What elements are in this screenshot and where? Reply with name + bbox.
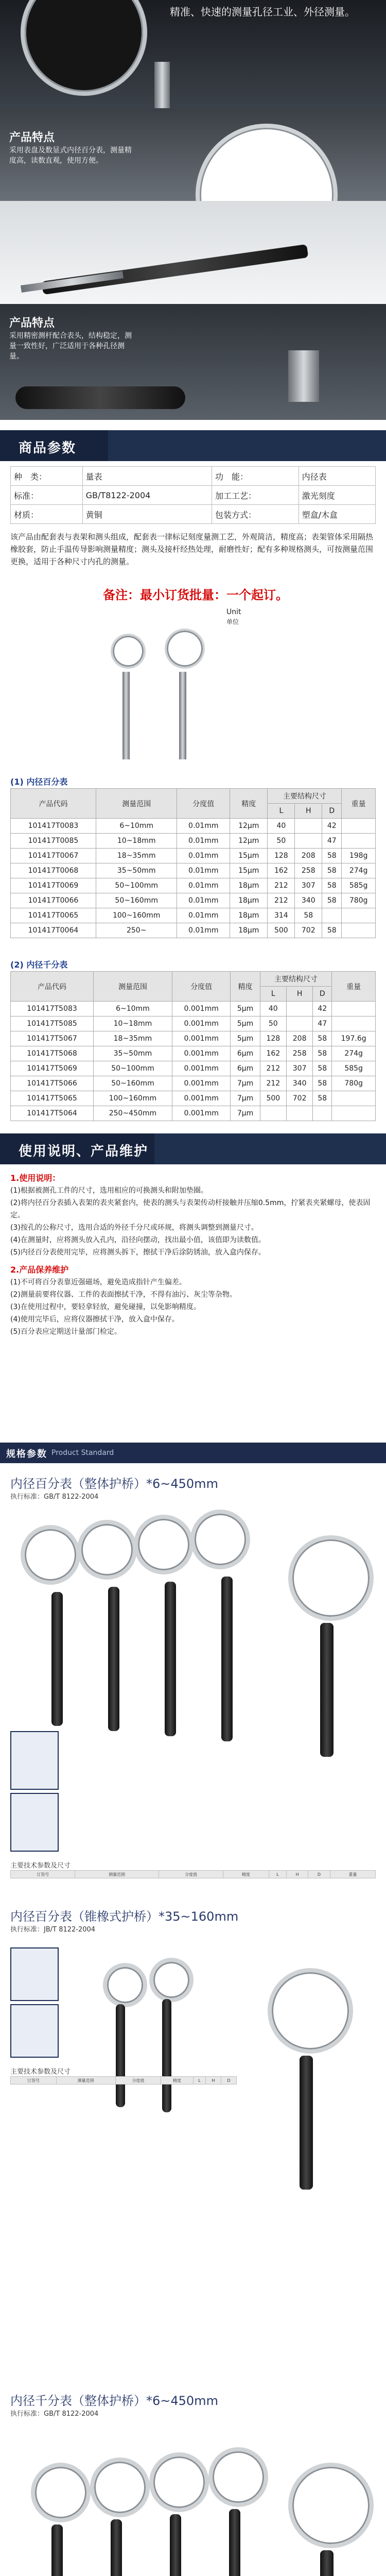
- col-header: 产品代码: [11, 789, 96, 819]
- mini-col: 分度值: [115, 2077, 161, 2084]
- table-cell: 0.01mm: [177, 893, 230, 908]
- table-cell: 7μm: [231, 1106, 260, 1121]
- table-cell: 0.01mm: [177, 908, 230, 923]
- product-2-detail-box: [10, 2004, 59, 2058]
- table-cell: [342, 908, 376, 923]
- feature-block-1: [0, 108, 386, 201]
- feature-title-1: 产品特点: [9, 131, 55, 144]
- standard-section-en: Product Standard: [51, 1449, 114, 1457]
- table-cell: 340: [286, 1076, 312, 1091]
- table-cell: 5μm: [231, 1031, 260, 1046]
- table-row: [11, 1061, 376, 1076]
- product-1-table: [10, 1870, 376, 1878]
- table-cell: 50~100mm: [96, 878, 177, 893]
- product-spec-3: [0, 2385, 386, 2576]
- table-row: [11, 1002, 376, 1016]
- table-cell: 58: [295, 908, 322, 923]
- product-2-gauge-a: [103, 1963, 147, 2007]
- table-row: [11, 878, 376, 893]
- table-cell: 212: [260, 1061, 286, 1076]
- probe-head-image: [288, 350, 319, 402]
- table-cell: 198g: [342, 849, 376, 863]
- product-3-title: 内径千分表（整体护桥）*6~450mm: [10, 2394, 218, 2408]
- spec-label: 种 类：: [11, 467, 83, 486]
- table2: [10, 971, 376, 1121]
- table-cell: 0.01mm: [177, 923, 230, 938]
- table-cell: 10~18mm: [94, 1016, 172, 1031]
- diagram-rod-2: [179, 672, 186, 759]
- table-cell: [332, 1091, 376, 1106]
- table-cell: 101417T5069: [11, 1061, 94, 1076]
- product-1-handle: [221, 1577, 233, 1741]
- table-cell: 258: [286, 1046, 312, 1061]
- usage-item: (5)内径百分表使用完毕，应将测头拆下，擦拭干净后涂防锈油，放入盒内保存。: [10, 1248, 266, 1257]
- table-cell: 12μm: [230, 819, 268, 834]
- table-row: [11, 834, 376, 849]
- diagram-gauge-2: [165, 629, 205, 669]
- table-cell: [342, 834, 376, 849]
- table-cell: [286, 1002, 312, 1016]
- col-header: 精度: [231, 972, 260, 1002]
- standard-section-title: 规格参数: [6, 1449, 47, 1460]
- product-1-table-label: 主要技术参数及尺寸: [10, 1862, 71, 1870]
- table-cell: 6μm: [231, 1061, 260, 1076]
- spec-label: 包装方式：: [212, 505, 299, 524]
- table-cell: 15μm: [230, 849, 268, 863]
- feature-desc-1: 采用表盘及数显式内径百分表，测量精度高，读数直观，使用方便。: [9, 146, 132, 165]
- table-cell: 6μm: [231, 1046, 260, 1061]
- usage-section: [10, 1172, 376, 1338]
- col-header: 分度值: [177, 789, 230, 819]
- table-cell: 47: [322, 834, 342, 849]
- table-cell: 702: [286, 1091, 312, 1106]
- table-cell: 42: [322, 819, 342, 834]
- col-subheader: H: [295, 804, 322, 819]
- feature-block-2: [0, 201, 386, 304]
- table-cell: 0.01mm: [177, 834, 230, 849]
- table-cell: 702: [295, 923, 322, 938]
- product-1-gauge-a: [21, 1525, 80, 1585]
- feature-desc-3: 采用精密测杆配合表头，结构稳定，测量一致性好，广泛适用于各种孔径测量。: [9, 332, 132, 361]
- table2-title: (2) 内径千分表: [10, 960, 68, 970]
- product-3-gauge-e: [288, 2463, 374, 2548]
- product-2-standard: 执行标准：JB/T 8122-2004: [10, 1926, 96, 1934]
- col-subheader: D: [313, 987, 332, 1002]
- spec-label: 标准：: [11, 486, 83, 505]
- table-cell: 212: [260, 1076, 286, 1091]
- spec-table: [10, 466, 376, 524]
- table-cell: 6~10mm: [94, 1002, 172, 1016]
- col-header: 测量范围: [96, 789, 177, 819]
- product-1-standard: 执行标准：GB/T 8122-2004: [10, 1493, 99, 1501]
- table-cell: 10~18mm: [96, 834, 177, 849]
- table-cell: 500: [260, 1091, 286, 1106]
- usage-heading: 1.使用说明：: [10, 1173, 61, 1183]
- col-header: 产品代码: [11, 972, 94, 1002]
- table-cell: 340: [295, 893, 322, 908]
- mini-col: 订货号: [11, 1871, 75, 1878]
- table-cell: 50~100mm: [94, 1061, 172, 1076]
- product-2-handle: [162, 1999, 171, 2112]
- spec-row: [11, 486, 376, 505]
- usage-item: (1)根据被测孔工件的尺寸，选用相应的可换测头和附加垫圈。: [10, 1187, 208, 1195]
- table-cell: 212: [268, 893, 295, 908]
- product-spec-1: [0, 1468, 386, 1896]
- table-cell: 100~160mm: [96, 908, 177, 923]
- table-row: [11, 1016, 376, 1031]
- table-cell: 101417T0065: [11, 908, 96, 923]
- table-cell: 18μm: [230, 908, 268, 923]
- product-3-gauge-c: [149, 2452, 209, 2512]
- table-cell: 258: [295, 863, 322, 878]
- diagram-rod-1: [122, 672, 130, 759]
- product-3-handle: [170, 2514, 181, 2576]
- table-row: [11, 819, 376, 834]
- table-cell: 58: [322, 849, 342, 863]
- product-1-title: 内径百分表（整体护桥）*6~450mm: [10, 1477, 218, 1491]
- table-cell: 101417T5066: [11, 1076, 94, 1091]
- table-cell: 208: [295, 849, 322, 863]
- table-cell: 101417T0066: [11, 893, 96, 908]
- spec-label: 功 能：: [212, 467, 299, 486]
- table-cell: 100~160mm: [94, 1091, 172, 1106]
- product-3-standard: 执行标准：GB/T 8122-2004: [10, 2410, 99, 2418]
- table1-title: (1) 内径百分表: [10, 777, 68, 787]
- table-cell: 58: [313, 1046, 332, 1061]
- table-cell: 40: [268, 819, 295, 834]
- table-cell: 12μm: [230, 834, 268, 849]
- maintenance-item: (1)不可将百分表靠近强磁场，避免造成指针产生偏差。: [10, 1278, 186, 1286]
- feature-text-1: 精准、快速的测量孔径工业、外径测量。: [170, 6, 355, 18]
- product-intro: 该产品由配套表与表架和测头组成，配套表一律标记刻度量测工艺，外观简洁，精度高；表架管体采用隔热橡胶套，防止手温传导影响测量精度；测头及接杆经热处理，耐磨性好；配有多种规格测头，可按测量范围更换，适用于各种尺寸内孔的测量。: [10, 532, 374, 566]
- mini-header-row: [11, 1871, 376, 1878]
- table-cell: 58: [313, 1091, 332, 1106]
- spec-value: 内径表: [299, 467, 375, 486]
- table-cell: 101417T0064: [11, 923, 96, 938]
- usage-header-bar: [0, 1133, 386, 1164]
- mini-header-row: [11, 2077, 237, 2084]
- product-2-gauge-b: [149, 1958, 194, 2002]
- col-header: 分度值: [172, 972, 231, 1002]
- table-row: [11, 923, 376, 938]
- col-header: 测量范围: [94, 972, 172, 1002]
- mini-col: 精度: [161, 2077, 193, 2084]
- table-cell: 58: [322, 878, 342, 893]
- table-cell: 58: [322, 923, 342, 938]
- table-cell: 101417T0069: [11, 878, 96, 893]
- table-header-row: [11, 972, 376, 987]
- unit-value: 单位: [226, 618, 239, 625]
- params-section-title: 商品参数: [19, 440, 77, 456]
- product-1-gauge-d: [190, 1510, 250, 1569]
- table-cell: [332, 1106, 376, 1121]
- product-2-detail-box: [10, 1947, 59, 2001]
- maintenance-item: (3)在使用过程中，要轻拿轻放，避免碰撞，以免影响精度。: [10, 1303, 201, 1311]
- table-cell: 18μm: [230, 893, 268, 908]
- table-cell: [332, 1002, 376, 1016]
- table-cell: 208: [286, 1031, 312, 1046]
- table-cell: [342, 923, 376, 938]
- table-row: [11, 1091, 376, 1106]
- table-cell: 307: [286, 1061, 312, 1076]
- mini-col: H: [206, 2077, 221, 2084]
- table-cell: 314: [268, 908, 295, 923]
- spec-row: [11, 467, 376, 486]
- table-cell: 0.001mm: [172, 1016, 231, 1031]
- col-header: 主要结构尺寸: [268, 789, 342, 804]
- table-cell: 162: [268, 863, 295, 878]
- mini-col: 测量范围: [75, 1871, 159, 1878]
- col-header: 重量: [332, 972, 376, 1002]
- table-cell: 50: [260, 1016, 286, 1031]
- col-header: 重量: [342, 789, 376, 819]
- table-cell: 101417T5085: [11, 1016, 94, 1031]
- dial-gauge-image: [21, 0, 147, 96]
- product-3-handle: [51, 2524, 63, 2576]
- table-cell: 101417T0085: [11, 834, 96, 849]
- product-1-handle: [108, 1587, 119, 1731]
- table-cell: 18~35mm: [96, 849, 177, 863]
- gauge-stem-image: [154, 62, 170, 108]
- product-1-handle: [165, 1582, 176, 1736]
- table-cell: 780g: [342, 893, 376, 908]
- table-cell: 50~160mm: [96, 893, 177, 908]
- table-cell: 6~10mm: [96, 819, 177, 834]
- table-cell: 500: [268, 923, 295, 938]
- mini-col: 测量范围: [56, 2077, 115, 2084]
- table-row: [11, 849, 376, 863]
- table-cell: 42: [313, 1002, 332, 1016]
- col-subheader: L: [268, 804, 295, 819]
- usage-section-title: 使用说明、产品维护: [19, 1144, 149, 1159]
- mini-col: L: [193, 2077, 206, 2084]
- table-row: [11, 893, 376, 908]
- spec-value: GB/T8122-2004: [82, 486, 212, 505]
- table-cell: [342, 819, 376, 834]
- table-cell: 101417T5068: [11, 1046, 94, 1061]
- mini-col: D: [308, 1871, 330, 1878]
- spec-value: 量表: [82, 467, 212, 486]
- mini-col: L: [269, 1871, 287, 1878]
- table-cell: 101417T5083: [11, 1002, 94, 1016]
- table-cell: 101417T5067: [11, 1031, 94, 1046]
- table-cell: 0.001mm: [172, 1031, 231, 1046]
- params-header-bar: [0, 430, 386, 461]
- product-1-detail-box: [10, 1731, 59, 1790]
- table-cell: 0.001mm: [172, 1091, 231, 1106]
- table-cell: 0.001mm: [172, 1002, 231, 1016]
- mini-col: 重量: [330, 1871, 375, 1878]
- table-row: [11, 1031, 376, 1046]
- table-cell: 101417T0068: [11, 863, 96, 878]
- table-cell: [332, 1016, 376, 1031]
- spec-label: 材质：: [11, 505, 83, 524]
- table-cell: [286, 1106, 312, 1121]
- table-cell: 58: [313, 1031, 332, 1046]
- table-cell: 18~35mm: [94, 1031, 172, 1046]
- table-cell: 274g: [332, 1046, 376, 1061]
- order-note: 备注：最小订货批量：一个起订。: [103, 588, 288, 602]
- spec-row: [11, 505, 376, 524]
- mini-col: 订货号: [11, 2077, 57, 2084]
- table-cell: 40: [260, 1002, 286, 1016]
- table-cell: 101417T0083: [11, 819, 96, 834]
- col-header: 主要结构尺寸: [260, 972, 332, 987]
- table-cell: 162: [260, 1046, 286, 1061]
- product-1-gauge-c: [134, 1515, 194, 1574]
- maintenance-item: (2)测量前要将仪器、工件的表面擦拭干净，不得有油污、灰尘等杂物。: [10, 1291, 237, 1299]
- table-row: [11, 908, 376, 923]
- table-cell: 101417T5065: [11, 1091, 94, 1106]
- maintenance-heading: 2.产品保养维护: [10, 1265, 69, 1275]
- product-3-gauge-a: [31, 2463, 91, 2522]
- product-2-title: 内径百分表（锥橡式护桥）*35~160mm: [10, 1909, 239, 1924]
- table-cell: 18μm: [230, 878, 268, 893]
- product-1-gauge-b: [77, 1520, 137, 1580]
- table-cell: 35~50mm: [94, 1046, 172, 1061]
- table-cell: 7μm: [231, 1076, 260, 1091]
- product-1-handle: [320, 1623, 334, 1757]
- mini-col: 精度: [223, 1871, 269, 1878]
- table1: [10, 788, 376, 938]
- table-row: [11, 1076, 376, 1091]
- usage-item: (3)按孔的公称尺寸，选用合适的外径千分尺或环规，将测头调整到测量尺寸。: [10, 1224, 258, 1232]
- dimension-diagram: [0, 608, 386, 768]
- table-cell: 0.01mm: [177, 819, 230, 834]
- table-cell: 0.01mm: [177, 878, 230, 893]
- dial-gauge-closeup: [196, 124, 338, 201]
- col-header: 精度: [230, 789, 268, 819]
- table-row: [11, 1046, 376, 1061]
- table-cell: 58: [313, 1061, 332, 1076]
- table-cell: [286, 1016, 312, 1031]
- mini-col: D: [221, 2077, 236, 2084]
- product-spec-2: [0, 1901, 386, 2416]
- handle-image: [42, 244, 309, 295]
- table-cell: 0.01mm: [177, 863, 230, 878]
- product-3-gauge-b: [90, 2458, 150, 2517]
- table2-body: [11, 1002, 376, 1121]
- table-cell: 7μm: [231, 1091, 260, 1106]
- table-cell: [295, 819, 322, 834]
- table-cell: 250~450mm: [94, 1106, 172, 1121]
- feature-title-3: 产品特点: [9, 317, 55, 330]
- table-cell: 15μm: [230, 863, 268, 878]
- product-2-handle: [300, 2056, 313, 2190]
- product-1-handle: [51, 1592, 63, 1726]
- usage-item: (2)将内径百分表插入表架的表夹紧套内，使表的测头与表架传动杆接触并压缩0.5mm，拧紧表夹紧螺母，使表固定。: [10, 1199, 371, 1219]
- table-cell: 5μm: [231, 1016, 260, 1031]
- table-cell: 585g: [342, 878, 376, 893]
- table-cell: 274g: [342, 863, 376, 878]
- table-cell: [313, 1106, 332, 1121]
- table1-body: [11, 819, 376, 938]
- spec-value: 塑盒/木盒: [299, 505, 375, 524]
- table-cell: 250~: [96, 923, 177, 938]
- table-cell: [295, 834, 322, 849]
- product-2-gauge-c: [268, 1968, 353, 2054]
- table-cell: 585g: [332, 1061, 376, 1076]
- table-cell: 50~160mm: [94, 1076, 172, 1091]
- table-cell: 101417T5064: [11, 1106, 94, 1121]
- spec-value: 激光刻度: [299, 486, 375, 505]
- table-row: [11, 1106, 376, 1121]
- table-cell: 0.001mm: [172, 1046, 231, 1061]
- table-cell: 128: [260, 1031, 286, 1046]
- table-cell: 212: [268, 878, 295, 893]
- table-cell: 0.001mm: [172, 1076, 231, 1091]
- usage-item: (4)在测量时，应将测头放入孔内，沿径向摆动，找出最小值，该值即为读数值。: [10, 1236, 266, 1244]
- table-cell: [322, 908, 342, 923]
- product-3-handle: [320, 2550, 334, 2576]
- table-cell: 58: [322, 893, 342, 908]
- feature-block-3: [0, 304, 386, 420]
- table-cell: 101417T0067: [11, 849, 96, 863]
- hero-image-1: [0, 0, 386, 108]
- table-cell: 58: [322, 863, 342, 878]
- product-2-handle: [116, 2004, 125, 2107]
- col-subheader: D: [322, 804, 342, 819]
- table-cell: [260, 1106, 286, 1121]
- spec-value: 黄铜: [82, 505, 212, 524]
- table-cell: 780g: [332, 1076, 376, 1091]
- spec-label: 加工工艺：: [212, 486, 299, 505]
- product-2-table: [10, 2076, 237, 2084]
- table-cell: 50: [268, 834, 295, 849]
- diagram-gauge-1: [111, 634, 146, 669]
- table-cell: 307: [295, 878, 322, 893]
- mini-col: H: [287, 1871, 308, 1878]
- table-cell: 18μm: [230, 923, 268, 938]
- standard-header-bar: [0, 1443, 386, 1463]
- table-cell: 0.01mm: [177, 849, 230, 863]
- product-1-gauge-e: [288, 1535, 374, 1621]
- table-row: [11, 863, 376, 878]
- mini-col: 分度值: [159, 1871, 223, 1878]
- table-cell: 35~50mm: [96, 863, 177, 878]
- maintenance-item: (5)百分表应定期送计量部门检定。: [10, 1328, 121, 1336]
- tube-image: [15, 386, 185, 409]
- col-subheader: L: [260, 987, 286, 1002]
- table-cell: 0.001mm: [172, 1061, 231, 1076]
- table-header-row: [11, 789, 376, 804]
- product-3-handle: [111, 2519, 122, 2576]
- table-cell: 128: [268, 849, 295, 863]
- product-3-handle: [229, 2509, 240, 2576]
- col-subheader: H: [286, 987, 312, 1002]
- table-cell: 0.001mm: [172, 1106, 231, 1121]
- table-cell: 58: [313, 1076, 332, 1091]
- product-1-detail-box: [10, 1793, 59, 1852]
- table-cell: 47: [313, 1016, 332, 1031]
- table-cell: 197.6g: [332, 1031, 376, 1046]
- unit-label: Unit: [226, 608, 241, 616]
- maintenance-item: (4)使用完毕后，应将仪器擦拭干净，放入盒中保存。: [10, 1315, 179, 1324]
- product-2-table-label: 主要技术参数及尺寸: [10, 2068, 71, 2076]
- product-3-gauge-d: [208, 2447, 268, 2507]
- table-cell: 5μm: [231, 1002, 260, 1016]
